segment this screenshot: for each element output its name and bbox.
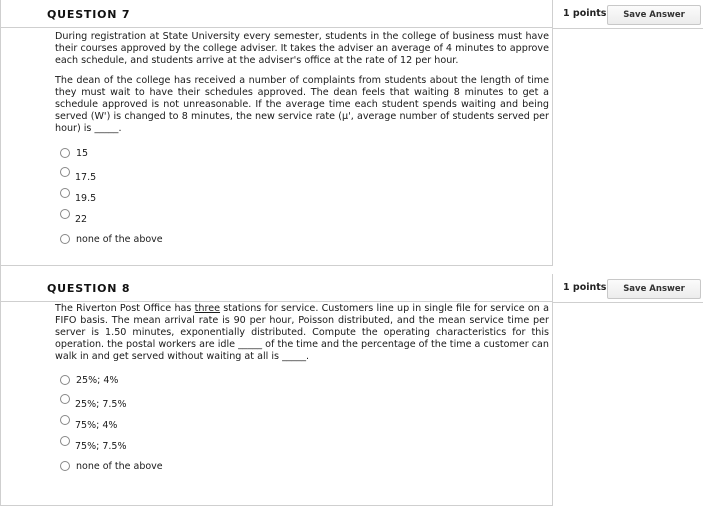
question-header [1, 274, 552, 302]
question-paragraph-1: During registration at State University every semester, students in the college of business must have their courses approved by the college adviser. It takes the adviser an average of 4 minutes to approve each schedule, and students arrive at the adviser's office at the rate of 12 per hour. [55, 31, 549, 67]
radio-button[interactable] [60, 188, 70, 198]
question-paragraph-2: The dean of the college has received a number of complaints from students about the length of time they must wait to have their schedules approved. The dean feels that waiting 8 minutes to get a schedule approved is not unreasonable. If the average time each student spends waiting and being served (W') is changed to 8 minutes, the new service rate (µ', average number of students served per hour) is _____. [55, 75, 549, 135]
answer-option[interactable] [60, 232, 163, 246]
question-paragraph [55, 303, 549, 363]
radio-button[interactable] [60, 148, 70, 158]
question-body [1, 0, 552, 266]
option-label: 75%; 4% [75, 419, 118, 431]
option-label: none of the above [76, 233, 163, 245]
radio-button[interactable] [60, 167, 70, 177]
points-label: 1 points [563, 282, 607, 293]
option-label: 17.5 [75, 171, 97, 183]
option-label: 25%; 7.5% [75, 398, 127, 410]
answer-option[interactable] [60, 439, 126, 453]
question-8 [1, 274, 708, 506]
radio-button[interactable] [60, 415, 70, 425]
answer-option[interactable] [60, 170, 96, 184]
question-7 [1, 0, 708, 266]
radio-button[interactable] [60, 461, 70, 471]
option-label: 75%; 7.5% [75, 440, 127, 452]
question-header [1, 0, 552, 28]
question-text-end: stations for service. Customers line up in single file for service on a FIFO basis. The mean arrival rate is 90 per hour, Poisson distributed, and the mean service time per server is 1.50 minutes, exponentially distributed. Compute the operating characteristics for this operation. the postal workers are idle _____ of the time and the percentage of the time a customer can walk in and get served without waiting at all is _____. [55, 303, 549, 363]
answer-option[interactable] [60, 459, 163, 473]
option-label: 25%; 4% [76, 374, 119, 386]
radio-button[interactable] [60, 375, 70, 385]
radio-button[interactable] [60, 234, 70, 244]
points-label: 1 points [563, 8, 607, 19]
question-body [1, 274, 552, 506]
save-answer-button[interactable]: Save Answer [607, 5, 701, 25]
option-label: none of the above [76, 460, 163, 472]
underlined-word: three [194, 303, 221, 314]
radio-button[interactable] [60, 436, 70, 446]
sidebar-divider [553, 28, 703, 29]
sidebar-divider [553, 302, 703, 303]
radio-button[interactable] [60, 209, 70, 219]
question-text-start: The Riverton Post Office has [55, 303, 195, 314]
save-answer-button[interactable]: Save Answer [607, 279, 701, 299]
answer-option[interactable] [60, 191, 96, 205]
option-label: 19.5 [75, 192, 97, 204]
option-label: 15 [76, 147, 89, 159]
answer-option[interactable] [60, 397, 126, 411]
question-sidebar [553, 0, 703, 266]
answer-option[interactable] [60, 212, 87, 226]
question-title: QUESTION 8 [47, 282, 131, 295]
answer-option[interactable] [60, 418, 117, 432]
option-label: 22 [75, 213, 88, 225]
question-title: QUESTION 7 [47, 8, 131, 21]
radio-button[interactable] [60, 394, 70, 404]
answer-option[interactable] [60, 146, 88, 160]
question-sidebar [553, 274, 703, 506]
answer-option[interactable] [60, 373, 118, 387]
